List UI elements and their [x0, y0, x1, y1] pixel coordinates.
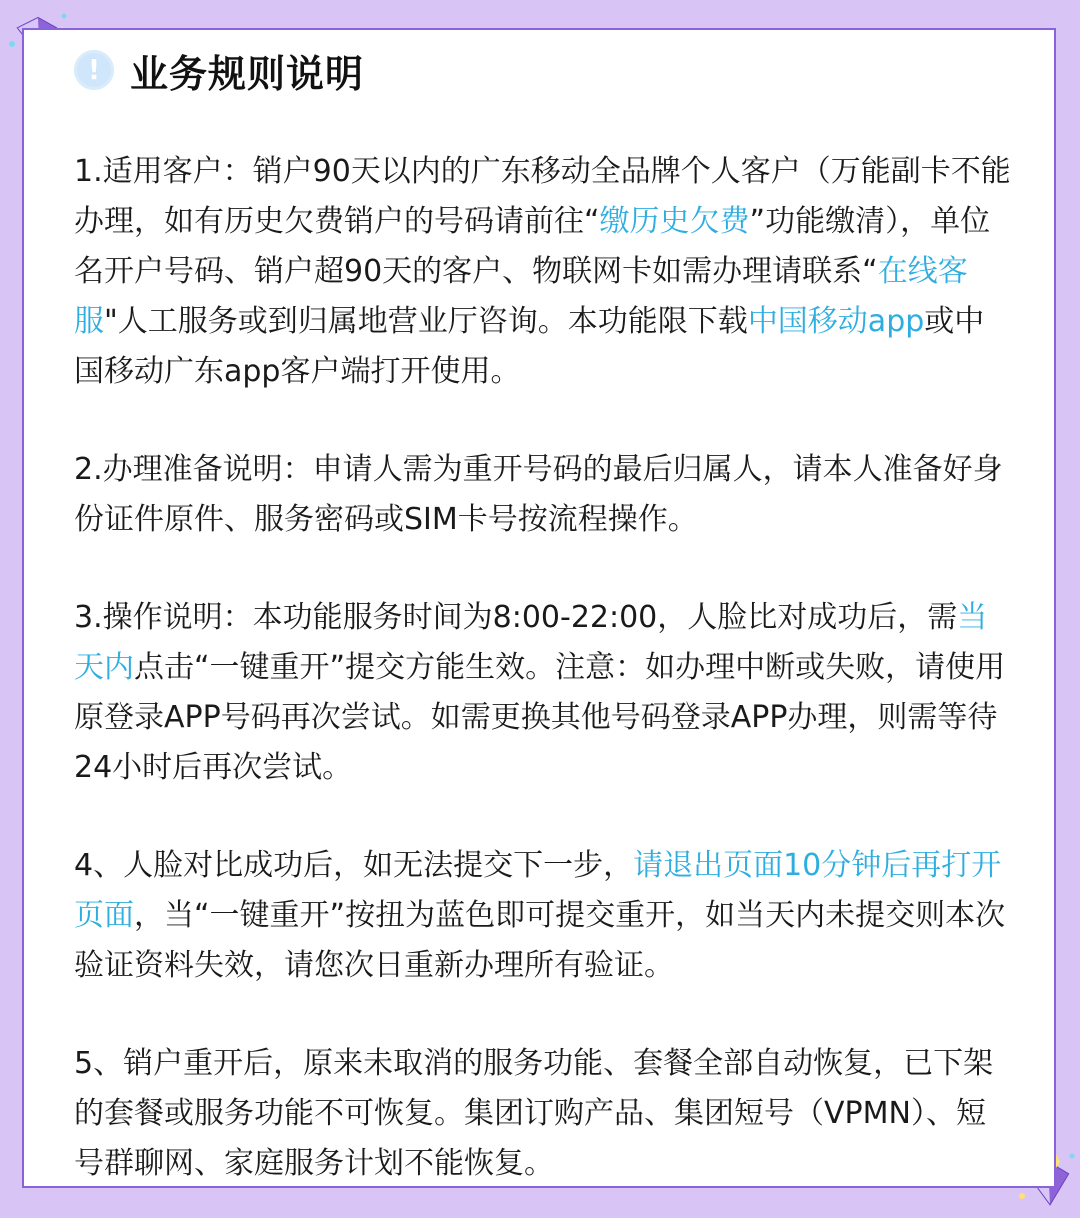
rule-link[interactable]: 请退出页面10分钟后再打开页面: [74, 848, 1002, 933]
rule-item-5: [74, 1039, 1014, 1189]
page-title: 业务规则说明: [130, 51, 365, 96]
rule-text: 3.操作说明：本功能服务时间为8:00-22:00，人脸比对成功后，需: [74, 600, 958, 635]
rule-text: 2.办理准备说明：申请人需为重开号码的最后归属人，请本人准备好身份证件原件、服务密码或SIM卡号按流程操作。: [74, 452, 1003, 537]
rule-link[interactable]: 当天内: [74, 600, 988, 685]
rule-link[interactable]: 中国移动app: [747, 304, 925, 339]
rule-text: 5、销户重开后，原来未取消的服务功能、套餐全部自动恢复，已下架的套餐或服务功能不可恢复。集团订购产品、集团短号（VPMN）、短号群聊网、家庭服务计划不能恢复。: [74, 1046, 994, 1181]
rule-text: 点击“一键重开”提交方能生效。注意：如办理中断或失败，请使用原登录APP号码再次尝试。如需更换其他号码登录APP办理，则需等待24小时后再次尝试。: [74, 650, 1006, 785]
rule-text: ”功能缴清），单位名开户号码、销户超90天的客户、物联网卡如需办理请联系“: [74, 204, 991, 289]
rule-text: ，当“一键重开”按扭为蓝色即可提交重开，如当天内未提交则本次验证资料失效，请您次日重新办理所有验证。: [74, 898, 1006, 983]
rule-link[interactable]: 在线客服: [74, 254, 968, 339]
info-icon: !: [74, 50, 114, 90]
header: [74, 38, 364, 102]
rule-text: 1.适用客户：销户90天以内的广东移动全品牌个人客户（万能副卡不能办理，如有历史欠费销户的号码请前往“: [74, 154, 1011, 239]
rule-item-2: [74, 445, 1014, 545]
rule-item-3: [74, 593, 1014, 793]
rule-text: 或中国移动广东app客户端打开使用。: [74, 304, 985, 389]
rule-link[interactable]: 缴历史欠费: [599, 204, 750, 239]
rule-text: 4、人脸对比成功后，如无法提交下一步，: [74, 848, 634, 883]
rule-text: "人工服务或到归属地营业厅咨询。本功能限下载: [104, 304, 748, 339]
rules-card: [22, 28, 1056, 1188]
rule-item-1: [74, 147, 1014, 397]
rules-list: [74, 147, 1014, 1189]
rule-item-4: [74, 841, 1014, 991]
